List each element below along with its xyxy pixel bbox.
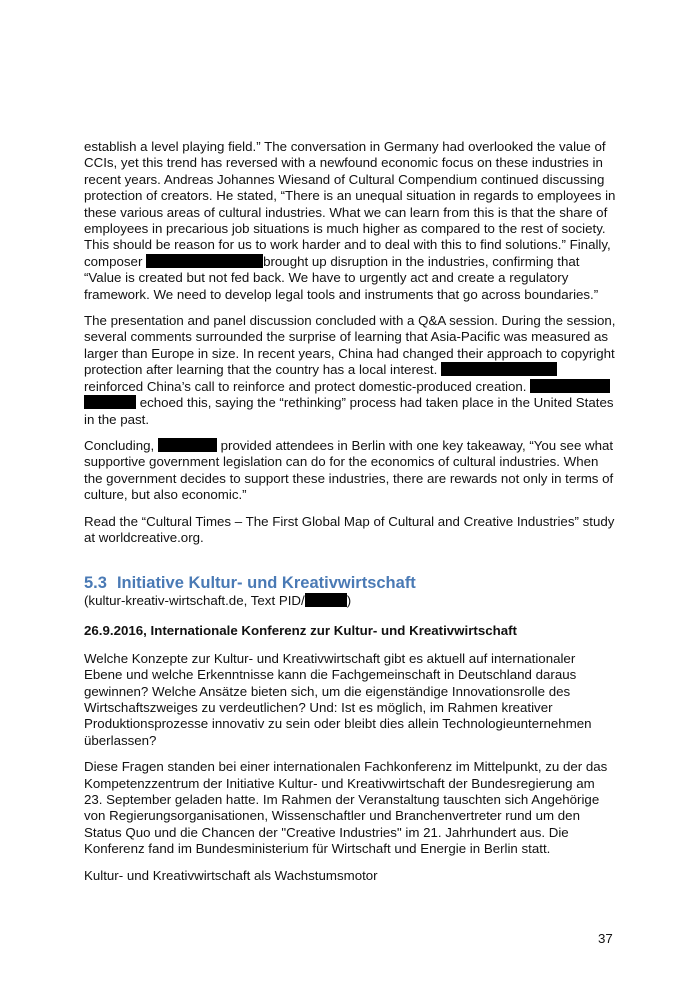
- page-number: 37: [598, 931, 613, 946]
- section-source: (kultur-kreativ-wirtschaft.de, Text PID/ ): [84, 593, 352, 609]
- document-body: [84, 139, 616, 894]
- conference-heading: 26.9.2016, Internationale Konferenz zur Kultur- und Kreativwirtschaft: [84, 623, 517, 639]
- paragraph-konzepte: Welche Konzepte zur Kultur- und Kreativwirtschaft gibt es aktuell auf internationaler Ebene und welche Erkenntnisse kann die Fachgemeinschaft in Deutschland daraus gewinnen? Welche Ansätze bieten sich, um die eigenständige Innovationsrolle des Wirtschaftszweiges zu verdeutlichen? Und: Ist es möglich, im Rahmen kreativer Produktionsprozesse innovativ zu sein oder bleibt dies allein Technologieunternehmen überlassen?: [84, 650, 592, 748]
- paragraph-concluding: Concluding, provided attendees in Berlin with one key takeaway, “You see what supportive government legislation can do for the economics of cultural industries. When the government decides to support these industries, there are rewards not only in terms of culture, but also economic.”: [84, 437, 614, 503]
- section-heading: 5.3 Initiative Kultur- und Kreativwirtschaft: [84, 574, 416, 593]
- redaction-bar: [146, 254, 263, 268]
- paragraph-qa-session: The presentation and panel discussion concluded with a Q&A session. During the session, several comments surrounded the surprise of learning that Asia-Pacific was measured as larger than Europe in size. In recent years, China had changed their approach to copyright protection after learning that the country has a local interest. reinforced China’s call to reinforce and protect domestic-produced creation. echoed this, saying the “rethinking” process had taken place in the United States in the past.: [84, 313, 616, 427]
- redaction-bar: [530, 379, 610, 393]
- redaction-bar: [84, 395, 136, 409]
- redaction-bar: [441, 362, 557, 376]
- paragraph-wachstumsmotor: Kultur- und Kreativwirtschaft als Wachstumsmotor: [84, 867, 378, 883]
- redaction-bar: [158, 438, 217, 452]
- paragraph-cultural-industries: establish a level playing field.” The conversation in Germany had overlooked the value of CCIs, yet this trend has reversed with a newfound economic focus on these industries in recent years. Andreas Johannes Wiesand of Cultural Compendium continued discussing protection of creators. He stated, “There is an unequal situation in regards to employees in these various areas of cultural industries. What we can learn from this is that the share of employees in precarious job situations is much higher as compared to the rest of society. This should be reason for us to work harder and to deal with this to find solutions.” Finally, composer brought up disruption in the industries, confirming that “Value is created but not fed back. We have to urgently act and create a regulatory framework. We need to develop legal tools and instruments that go across boundaries.”: [84, 139, 616, 302]
- paragraph-read-study: Read the “Cultural Times – The First Global Map of Cultural and Creative Industries” study at worldcreative.org.: [84, 513, 615, 545]
- paragraph-fachkonferenz: Diese Fragen standen bei einer internationalen Fachkonferenz im Mittelpunkt, zu der das Kompetenzzentrum der Initiative Kultur- und Kreativwirtschaft der Bundesregierung am 23. September geladen hatte. Im Rahmen der Veranstaltung tauschten sich Angehörige von Regierungsorganisationen, Wissenschaftler und Branchenvertreter rund um den Status Quo und die Chancen der "Creative Industries" im 21. Jahrhundert aus. Die Konferenz fand im Bundesministerium für Wirtschaft und Energie in Berlin statt.: [84, 759, 608, 857]
- redaction-bar: [305, 593, 347, 607]
